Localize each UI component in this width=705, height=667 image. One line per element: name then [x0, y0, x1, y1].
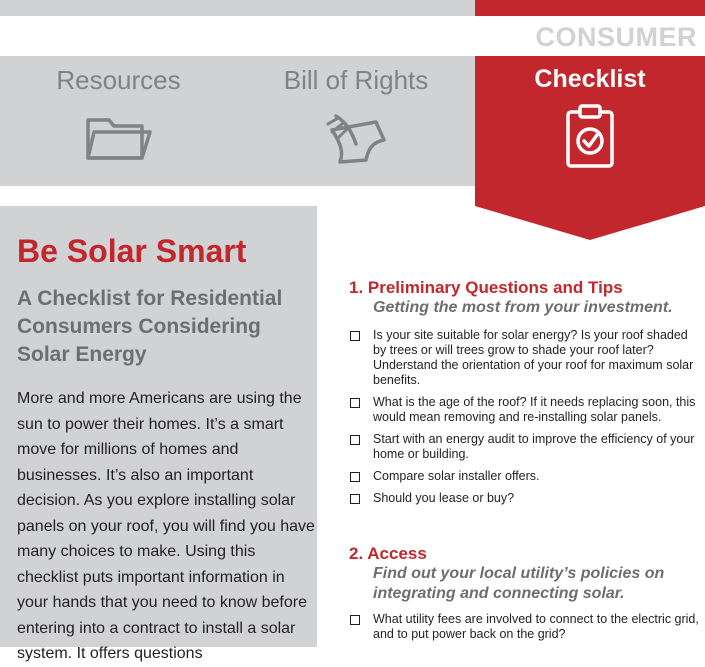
page-subtitle: A Checklist for Residential Consumers Considering Solar Energy — [17, 287, 283, 366]
tab-resources[interactable] — [0, 56, 237, 186]
checkbox-icon[interactable] — [350, 331, 360, 341]
intro-text: More and more Americans are using the sun to power their homes. It’s a smart move for millions of homes and businesses. It’s also an important decision. As you explore installing solar panels on your roof, you will find you have many choices to make. Using this checklist puts important information in your hands that you need to know before entering into a contract to install a solar system. It offers questions — [17, 390, 315, 662]
checklist-item[interactable] — [349, 395, 699, 425]
top-bar-accent — [475, 0, 705, 16]
top-bar — [0, 0, 475, 16]
tab-bill-of-rights-label: Bill of Rights — [283, 65, 429, 95]
brand-strip — [0, 16, 705, 56]
section-1-subheading: Getting the most from your investment. — [373, 299, 673, 316]
tab-resources-label: Resources — [56, 65, 181, 95]
section-1-heading: 1. Preliminary Questions and Tips — [349, 278, 623, 297]
checkbox-icon[interactable] — [350, 435, 360, 445]
tab-bill-of-rights[interactable] — [237, 56, 475, 186]
checklist-item-text: What is the age of the roof? If it needs replacing soon, this would mean removing and re-installing solar panels. — [373, 395, 696, 424]
checkbox-icon[interactable] — [350, 398, 360, 408]
page-title: Be Solar Smart — [17, 233, 247, 269]
checklist-item-text: Compare solar installer offers. — [373, 469, 540, 483]
quill-scroll-icon — [322, 110, 390, 171]
checklist-item[interactable] — [349, 612, 699, 642]
checklist-item[interactable] — [349, 432, 699, 462]
section-2-checklist — [349, 612, 699, 649]
checklist-item[interactable] — [349, 469, 699, 484]
brand-label: CONSUMER — [535, 22, 697, 52]
checklist-item-text: Should you lease or buy? — [373, 491, 515, 505]
checkbox-icon[interactable] — [350, 472, 360, 482]
section-2-subheading: Find out your local utility’s policies on integrating and connecting solar. — [373, 565, 665, 602]
checklist-item-text: Start with an energy audit to improve the efficiency of your home or building. — [373, 432, 695, 461]
checklist-item[interactable] — [349, 328, 699, 388]
checkbox-icon[interactable] — [350, 615, 360, 625]
section-1-checklist — [349, 328, 699, 513]
section-2-heading: 2. Access — [349, 544, 427, 563]
checklist-item-text: Is your site suitable for solar energy? Is your roof shaded by trees or will trees grow to shade your roof later? Understand the orientation of your roof for maximum solar benefits. — [373, 328, 694, 387]
tab-checklist-label: Checklist — [534, 65, 646, 93]
checklist-item[interactable] — [349, 491, 699, 506]
folder-icon — [84, 110, 154, 167]
checkbox-icon[interactable] — [350, 494, 360, 504]
checklist-item-text: What utility fees are involved to connect to the electric grid, and to put power back on the grid? — [373, 612, 699, 641]
active-tab-pointer — [475, 56, 705, 240]
